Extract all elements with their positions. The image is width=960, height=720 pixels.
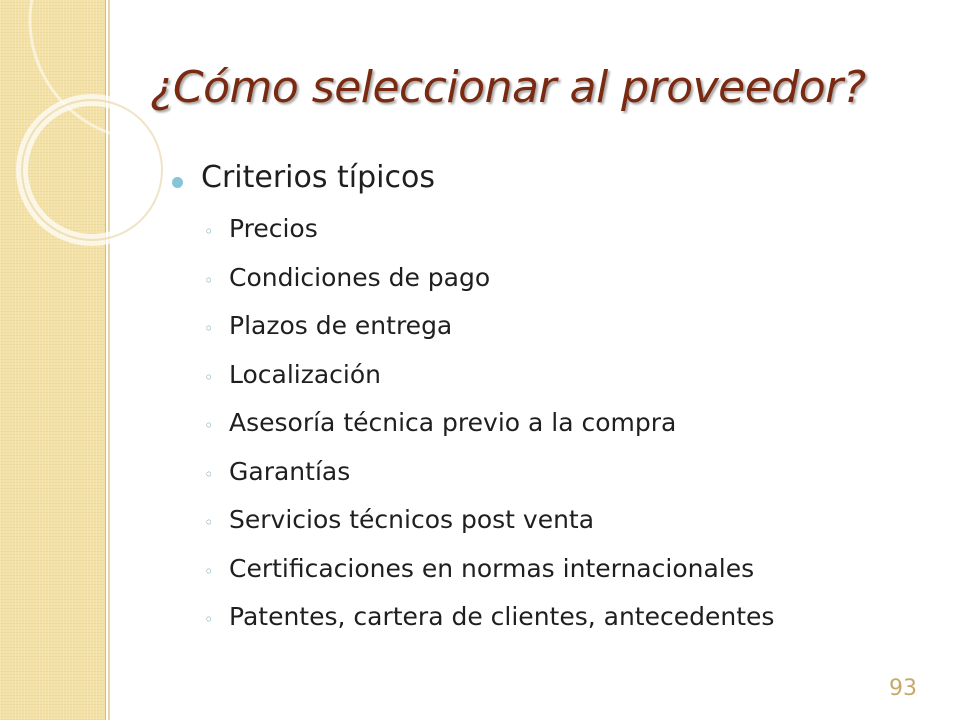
ring-bullet-icon: ◦: [204, 319, 214, 338]
ring-bullet-icon: ◦: [204, 610, 214, 629]
ring-bullet-icon: ◦: [204, 464, 214, 484]
ring-bullet-icon: ◦: [204, 367, 214, 387]
ring-bullet-icon: ◦: [204, 222, 214, 241]
ring-bullet-icon: ◦: [204, 270, 214, 290]
decorative-circles: [0, 0, 260, 260]
ring-bullet-icon: ◦: [204, 561, 214, 581]
ring-bullet-icon: ◦: [204, 416, 214, 435]
ring-bullet-icon: ◦: [204, 513, 214, 532]
bullet-dot-icon: [172, 177, 183, 188]
page-number: 93: [889, 676, 917, 701]
slide-title: ¿Cómo seleccionar al proveedor?: [150, 62, 866, 113]
bullet-text: Criterios típicos: [201, 160, 435, 195]
